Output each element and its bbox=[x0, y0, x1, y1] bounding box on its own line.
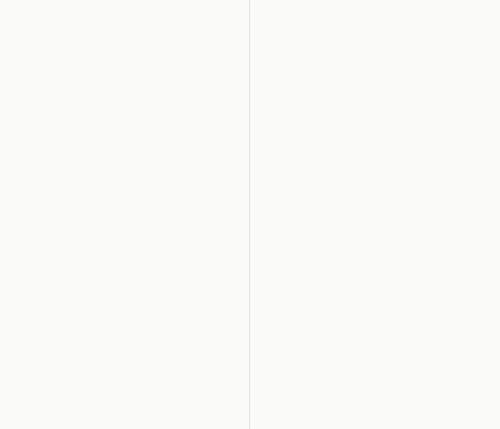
left-page bbox=[0, 0, 249, 429]
right-page bbox=[250, 0, 500, 429]
